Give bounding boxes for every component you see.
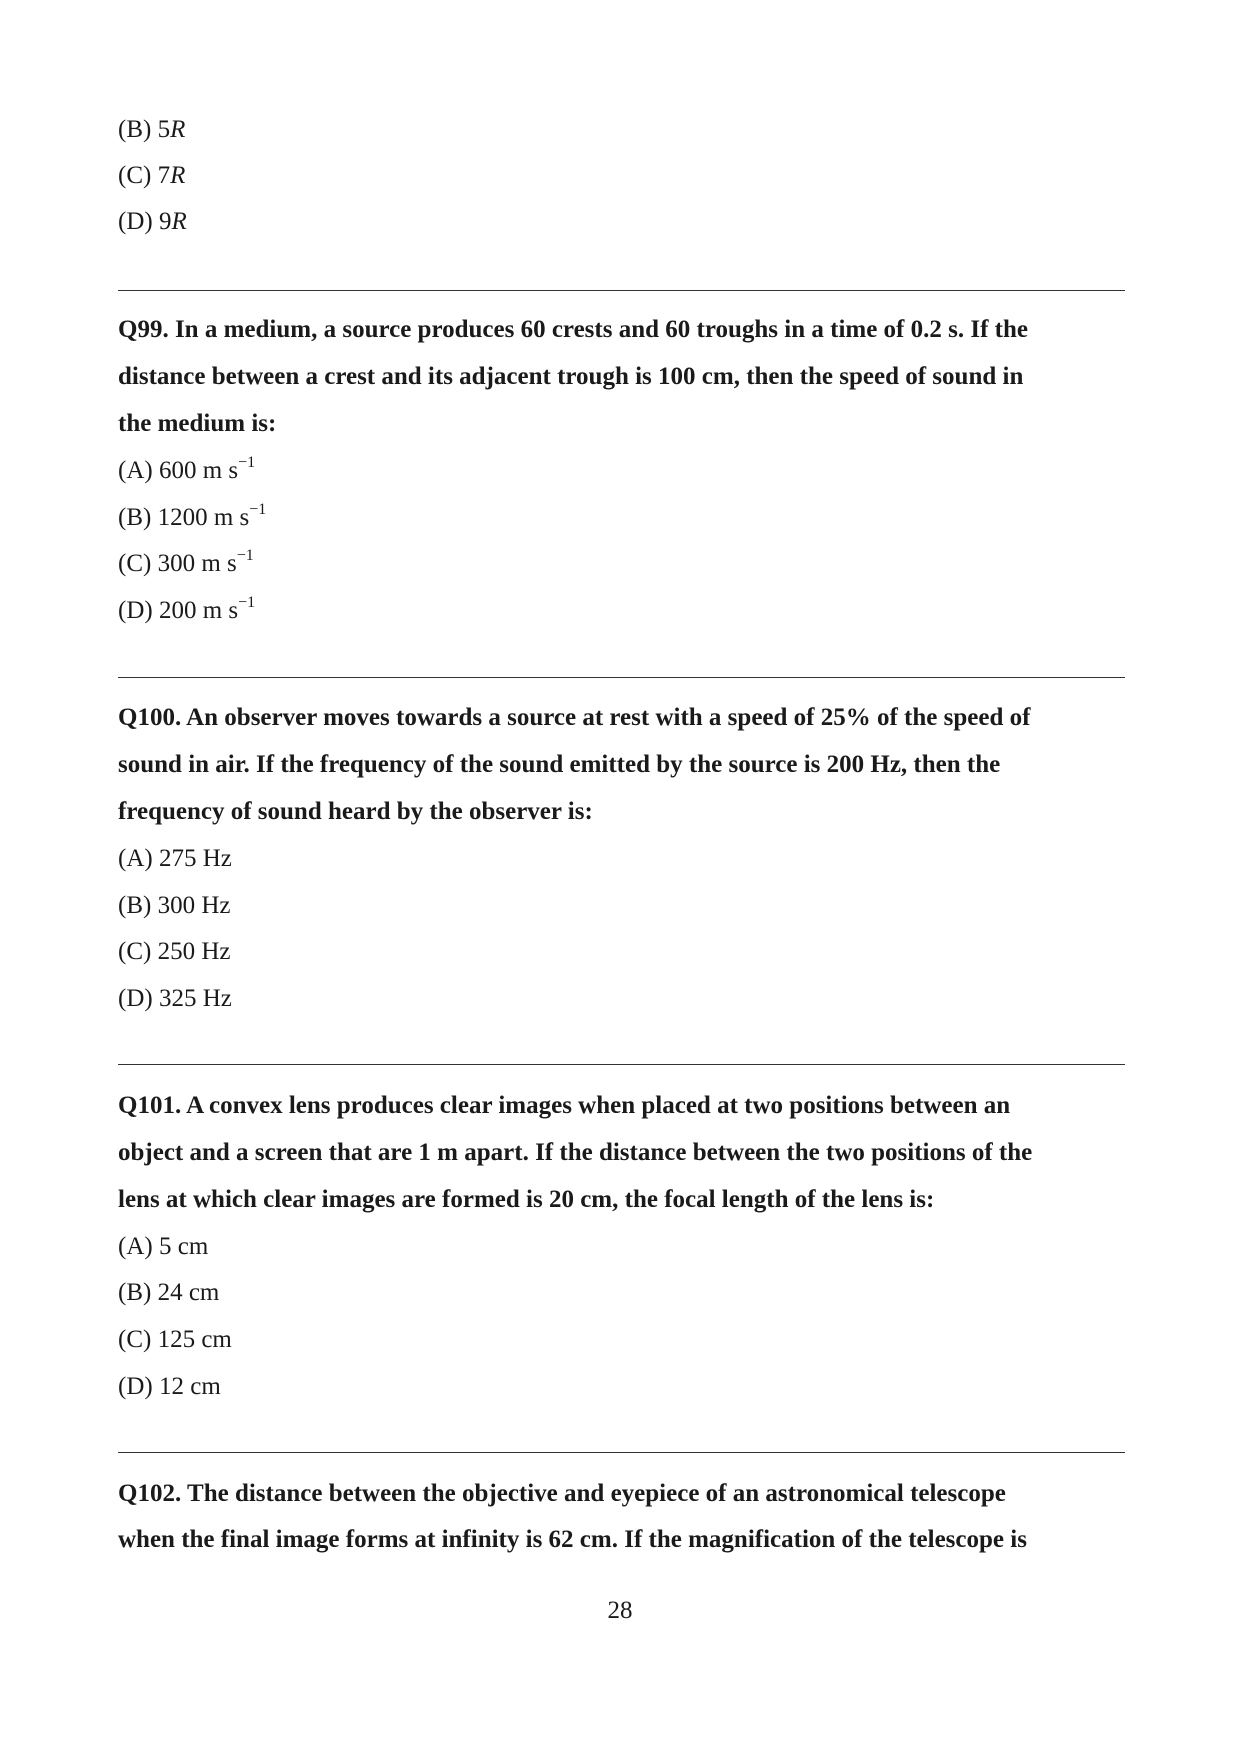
question-number: Q100. bbox=[118, 704, 182, 731]
option-b: (B) 1200 m $s^{-1}$ bbox=[118, 501, 267, 531]
option-d: (D) 9R bbox=[118, 208, 187, 235]
question-101-line-3: lens at which clear images are formed is 20 cm, the focal length of the lens is: bbox=[118, 1186, 935, 1213]
divider bbox=[118, 1064, 1125, 1065]
question-99-line-1: Q99. In a medium, a source produces 60 crests and 60 troughs in a time of 0.2 s. If the bbox=[118, 316, 1028, 343]
question-99-line-3: the medium is: bbox=[118, 410, 277, 437]
option-d: (D) 325 Hz bbox=[118, 985, 232, 1012]
question-number: Q101. bbox=[118, 1092, 182, 1119]
option-c: (C) 7R bbox=[118, 162, 186, 189]
option-a: (A) 5 cm bbox=[118, 1233, 209, 1260]
question-100-line-2: sound in air. If the frequency of the sound emitted by the source is 200 Hz, then the bbox=[118, 751, 1001, 778]
option-c: (C) 250 Hz bbox=[118, 938, 231, 965]
option-d: (D) 200 m $s^{-1}$ bbox=[118, 594, 256, 624]
option-a: (A) 600 m $s^{-1}$ bbox=[118, 454, 256, 484]
question-100-line-1: Q100. An observer moves towards a source at rest with a speed of 25% of the speed of bbox=[118, 704, 1031, 731]
divider bbox=[118, 1452, 1125, 1453]
option-b: (B) 5R bbox=[118, 116, 186, 143]
option-a: (A) 275 Hz bbox=[118, 845, 232, 872]
question-102-line-1: Q102. The distance between the objective and eyepiece of an astronomical telescope bbox=[118, 1480, 1006, 1507]
option-c: (C) 125 cm bbox=[118, 1326, 232, 1353]
question-number: Q99. bbox=[118, 316, 169, 343]
option-b: (B) 300 Hz bbox=[118, 892, 231, 919]
option-d: (D) 12 cm bbox=[118, 1373, 221, 1400]
option-c: (C) 300 m $s^{-1}$ bbox=[118, 547, 254, 577]
question-101-line-2: object and a screen that are 1 m apart. If the distance between the two positions of the bbox=[118, 1139, 1033, 1166]
question-101-line-1: Q101. A convex lens produces clear images when placed at two positions between an bbox=[118, 1092, 1011, 1119]
question-number: Q102. bbox=[118, 1480, 182, 1507]
question-99-line-2: distance between a crest and its adjacent trough is 100 cm, then the speed of sound in bbox=[118, 363, 1024, 390]
question-102-line-2: when the final image forms at infinity is 62 cm. If the magnification of the telescope is bbox=[118, 1526, 1027, 1553]
page-number: 28 bbox=[607, 1597, 633, 1624]
question-100-line-3: frequency of sound heard by the observer is: bbox=[118, 798, 593, 825]
option-b: (B) 24 cm bbox=[118, 1279, 220, 1306]
divider bbox=[118, 677, 1125, 678]
divider bbox=[118, 290, 1125, 291]
